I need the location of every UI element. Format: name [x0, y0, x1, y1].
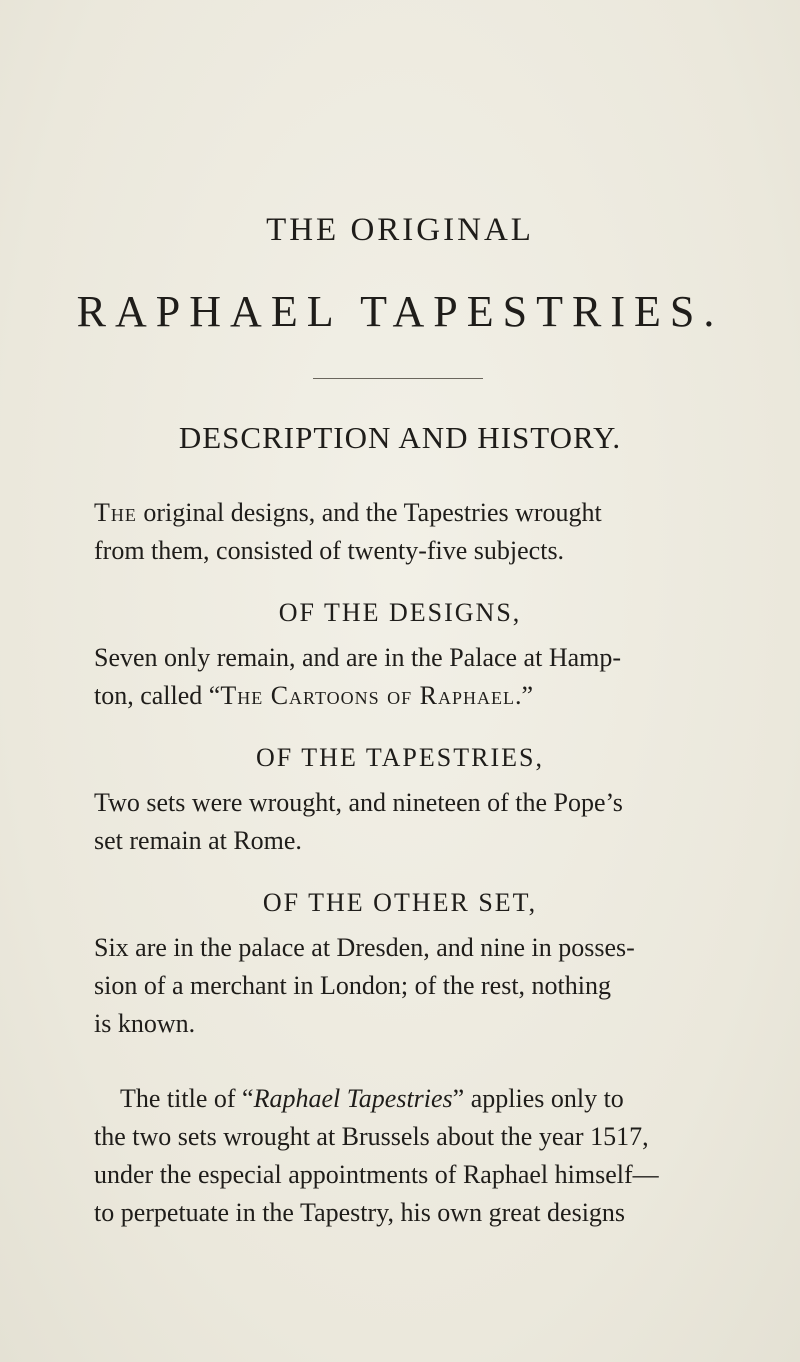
title-line-2: RAPHAEL TAPESTRIES. [76, 287, 724, 336]
designs-subheading: OF THE DESIGNS, [278, 598, 522, 627]
closing-line-1 [120, 1080, 720, 1118]
tapestries-paragraph [94, 784, 714, 860]
closing-line-2: the two sets wrought at Brussels about the year 1517, [94, 1122, 649, 1151]
section-heading: DESCRIPTION AND HISTORY. [178, 420, 622, 455]
tapestries-subheading: OF THE TAPESTRIES, [256, 743, 544, 772]
tapestries-line-2: set remain at Rome. [94, 826, 302, 855]
closing-line-3: under the especial appointments of Raphael himself— [94, 1160, 659, 1189]
tapestries-line-1: Two sets were wrought, and nineteen of the Pope’s [94, 788, 623, 817]
closing-paragraph [120, 1080, 720, 1118]
other-set-paragraph [94, 929, 714, 1043]
intro-lead-word: The [94, 498, 137, 527]
intro-paragraph [94, 494, 714, 570]
other-set-line-2: sion of a merchant in London; of the rest, nothing [94, 971, 612, 1000]
other-set-subheading: OF THE OTHER SET, [262, 888, 538, 917]
closing-italic-title: Raphael Tapestries [253, 1084, 453, 1113]
designs-line-2-after: .” [515, 681, 534, 710]
designs-line-1: Seven only remain, and are in the Palace at Hamp- [94, 643, 622, 672]
closing-paragraph-cont [94, 1118, 714, 1232]
intro-line-2: from them, consisted of twenty-five subjects. [94, 536, 565, 565]
designs-line-2-before: ton, called “ [94, 681, 221, 710]
other-set-line-3: is known. [94, 1009, 196, 1038]
closing-line-1-after: ” applies only to [452, 1084, 624, 1113]
closing-line-1-before: The title of “ [120, 1084, 254, 1113]
designs-line-2 [94, 677, 714, 715]
designs-paragraph [94, 639, 714, 715]
other-set-line-1: Six are in the palace at Dresden, and nine in posses- [94, 933, 635, 962]
title-line-1: THE ORIGINAL [266, 212, 534, 248]
intro-line-1-rest: original designs, and the Tapestries wrought [136, 498, 602, 527]
title-rule [313, 378, 483, 379]
intro-line-1 [94, 494, 714, 532]
designs-cartoons-title: The Cartoons of Raphael [220, 681, 516, 710]
closing-line-4: to perpetuate in the Tapestry, his own great designs [94, 1198, 626, 1227]
